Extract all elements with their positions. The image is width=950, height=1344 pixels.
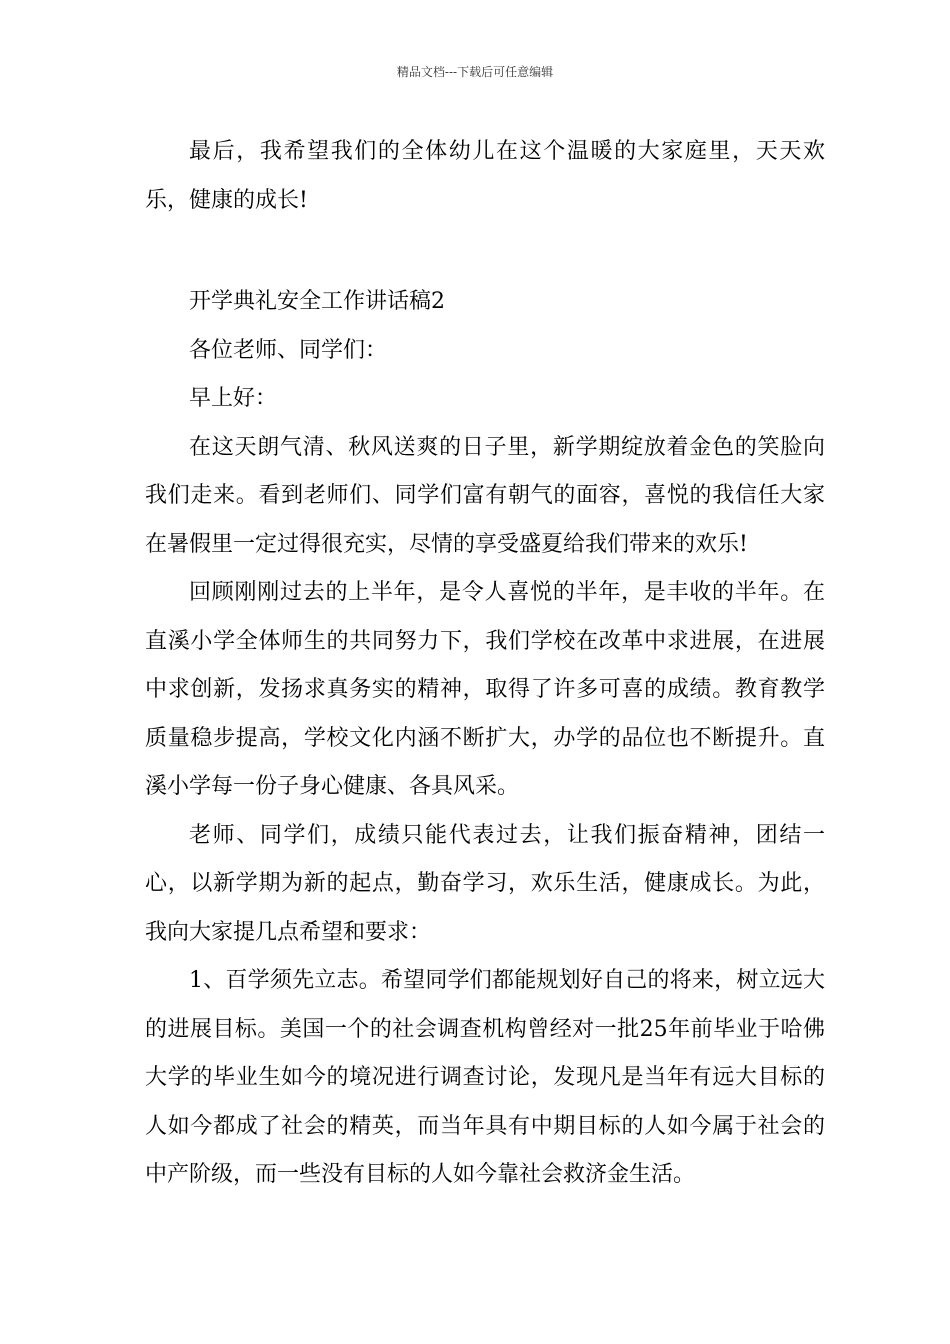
page-header: 精品文档---下载后可任意编辑	[396, 65, 554, 79]
body-paragraph: 回顾刚刚过去的上半年，是令人喜悦的半年，是丰收的半年。在直溪小学全体师生的共同努力下，我们学校在改革中求进展，在进展中求创新，发扬求真务实的精神，取得了许多可喜的成绩。教育教学质量稳步提高，学校文化内涵不断扩大，办学的品位也不断提升。直溪小学每一份子身心健康、各具风采。	[145, 580, 825, 799]
body-paragraph: 1、百学须先立志。希望同学们都能规划好自己的将来，树立远大的进展目标。美国一个的社会调查机构曾经对一批25年前毕业于哈佛大学的毕业生如今的境况进行调查讨论，发现凡是当年有远大目标的人如今都成了社会的精英，而当年具有中期目标的人如今属于社会的中产阶级，而一些没有目标的人如今靠社会救济金生活。	[145, 968, 825, 1187]
section-title: 开学典礼安全工作讲话稿2	[189, 289, 445, 314]
greeting: 早上好：	[189, 386, 278, 411]
speech-section	[145, 278, 825, 1200]
body-paragraph: 老师、同学们，成绩只能代表过去，让我们振奋精神，团结一心，以新学期为新的起点，勤奋学习，欢乐生活，健康成长。为此，我向大家提几点希望和要求：	[145, 822, 825, 945]
body-paragraph: 在这天朗气清、秋风送爽的日子里，新学期绽放着金色的笑脸向我们走来。看到老师们、同学们富有朝气的面容，喜悦的我信任大家在暑假里一定过得很充实，尽情的享受盛夏给我们带来的欢乐!	[145, 434, 825, 557]
salutation: 各位老师、同学们：	[189, 337, 388, 363]
closing-block	[145, 128, 825, 225]
closing-paragraph: 最后，我希望我们的全体幼儿在这个温暖的大家庭里，天天欢乐，健康的成长!	[145, 139, 825, 213]
